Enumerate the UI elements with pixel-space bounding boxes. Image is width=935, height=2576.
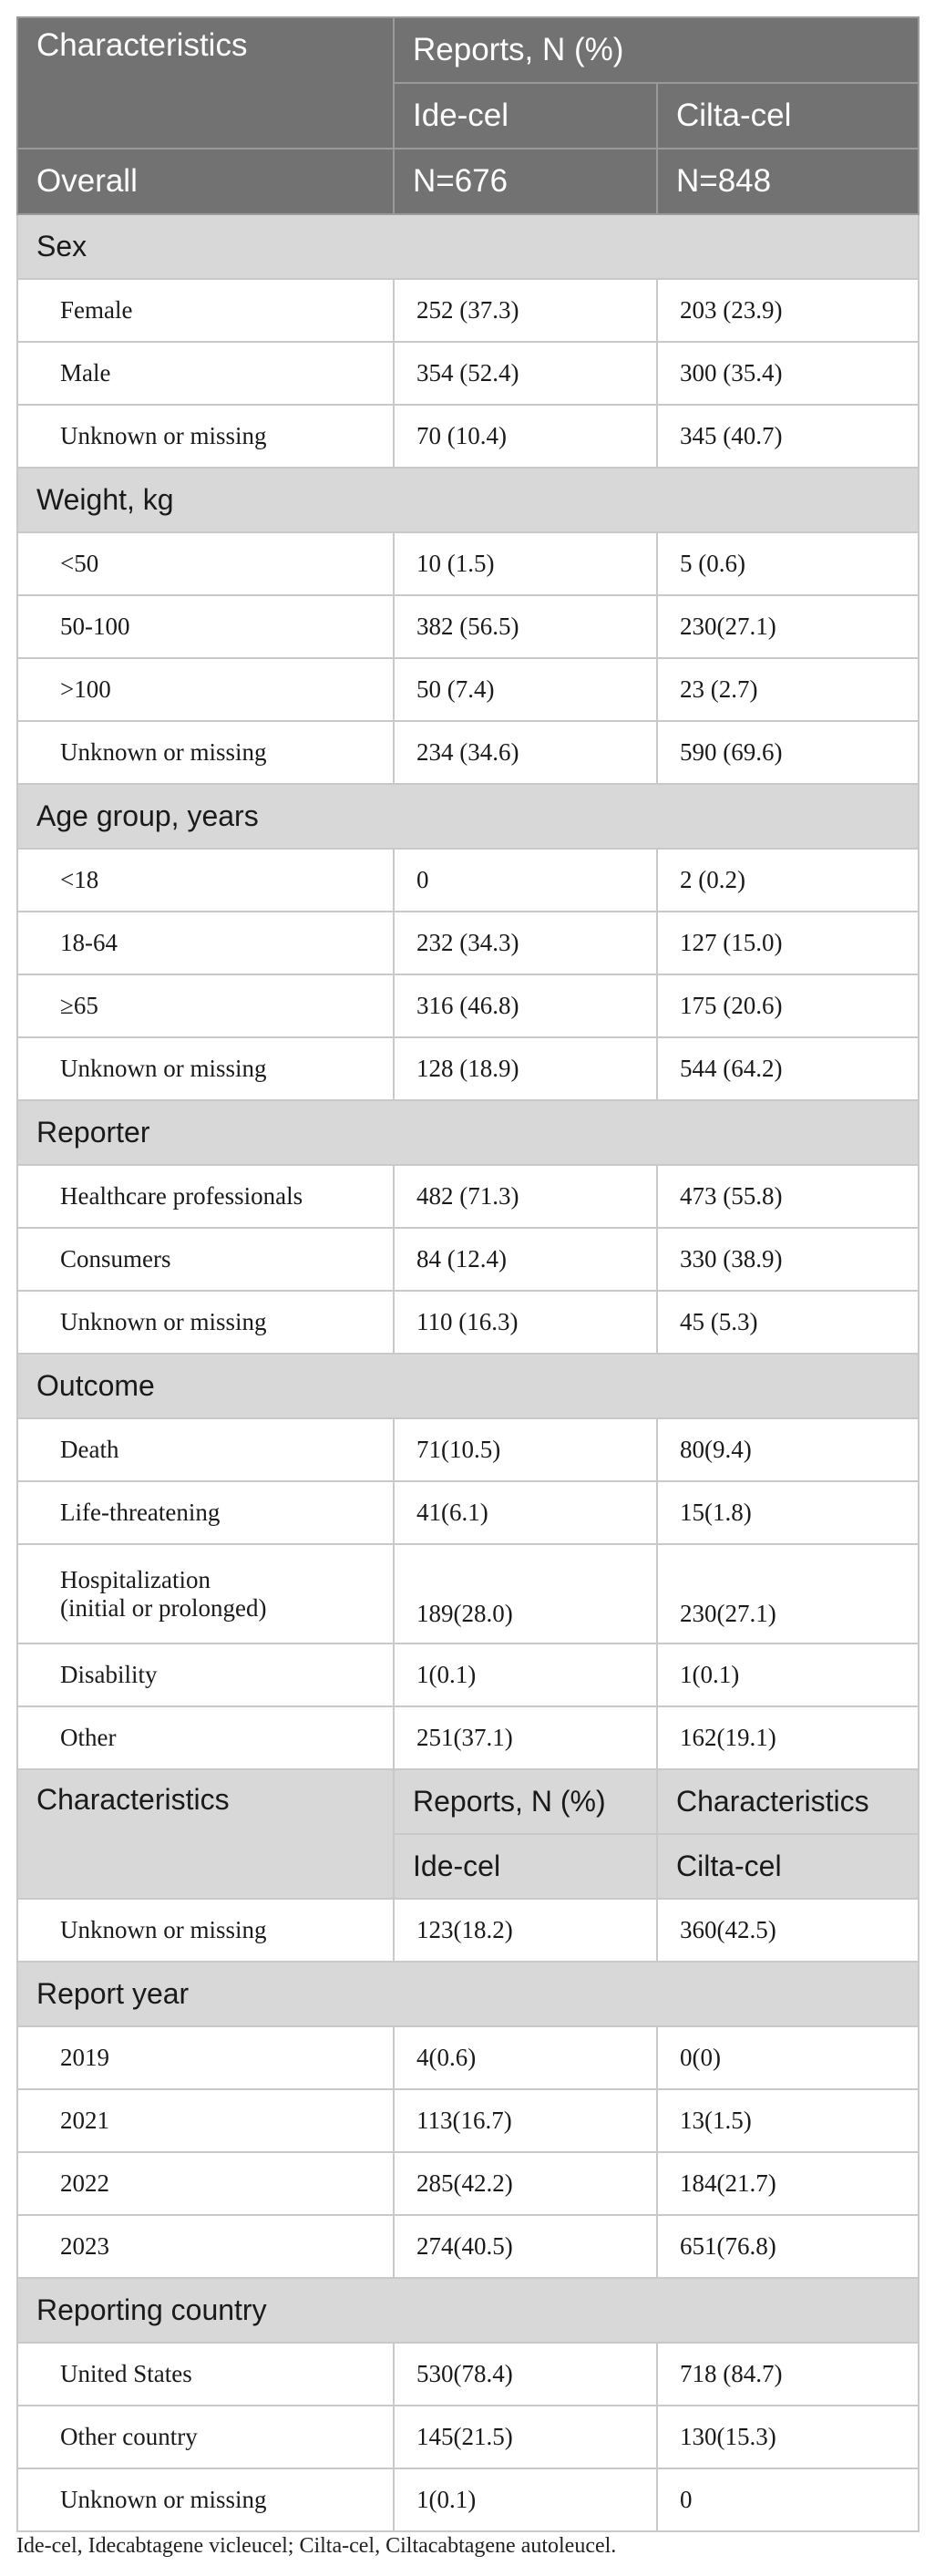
cilta-value: 590 (69.6) [657,721,919,784]
row-label: Unknown or missing [17,721,394,784]
table-row [17,2089,919,2152]
ide-value: 50 (7.4) [394,658,657,721]
table-row [17,974,919,1037]
row-label: Disability [17,1643,394,1706]
cilta-value: 651(76.8) [657,2215,919,2278]
cilta-value: 45 (5.3) [657,1291,919,1354]
row-label: Female [17,279,394,342]
cilta-value: 203 (23.9) [657,279,919,342]
ide-value: 274(40.5) [394,2215,657,2278]
ide-value: 234 (34.6) [394,721,657,784]
row-label: Consumers [17,1228,394,1291]
repeat-header-col3: Characteristics [657,1769,919,1834]
header-ide-cel: Ide-cel [394,83,657,149]
table-row [17,1481,919,1544]
ide-value: 189(28.0) [394,1544,657,1643]
row-label: Other country [17,2406,394,2468]
cilta-value: 230(27.1) [657,1544,919,1643]
section-title: Reporter [17,1100,919,1165]
section-header-outcome [17,1354,919,1418]
ide-value: 128 (18.9) [394,1037,657,1100]
section-header-row [17,2278,919,2343]
table-row [17,2215,919,2278]
table-row [17,1418,919,1481]
header-cilta-cel: Cilta-cel [657,83,919,149]
row-label: <50 [17,532,394,595]
ide-value: 316 (46.8) [394,974,657,1037]
table-row [17,405,919,468]
row-label: Unknown or missing [17,1291,394,1354]
table-row [17,1544,919,1643]
ide-value: 110 (16.3) [394,1291,657,1354]
cilta-value: 162(19.1) [657,1706,919,1769]
table-row [17,1706,919,1769]
row-label: Other [17,1706,394,1769]
section-title: Sex [17,214,919,279]
repeat-header-row [17,1769,919,1834]
table-row [17,2026,919,2089]
sections-a [17,214,919,1354]
row-label: Unknown or missing [17,405,394,468]
repeat-header-cilta-cel: Cilta-cel [657,1834,919,1899]
table-row [17,342,919,405]
sections-b [17,1962,919,2531]
row-label: 18-64 [17,912,394,974]
row-label: 2023 [17,2215,394,2278]
cilta-value: 2 (0.2) [657,849,919,912]
ide-value: 0 [394,849,657,912]
row-label: 2021 [17,2089,394,2152]
section-title: Age group, years [17,784,919,849]
characteristics-table [16,16,920,2532]
ide-value: 530(78.4) [394,2343,657,2406]
cilta-value: 0(0) [657,2026,919,2089]
ide-value: 113(16.7) [394,2089,657,2152]
row-label-line2: (initial or prolonged) [60,1593,267,1622]
section-title: Report year [17,1962,919,2026]
section-header-row [17,1962,919,2026]
table-row [17,279,919,342]
ide-value: 382 (56.5) [394,595,657,658]
overall-cilta-n: N=848 [657,149,919,214]
row-label: Unknown or missing [17,1037,394,1100]
cilta-value: 175 (20.6) [657,974,919,1037]
cilta-value: 0 [657,2468,919,2531]
ide-value: 285(42.2) [394,2152,657,2215]
section-header-row [17,214,919,279]
section-header-row [17,1100,919,1165]
table-row [17,2343,919,2406]
section-title: Reporting country [17,2278,919,2343]
ide-value: 354 (52.4) [394,342,657,405]
table-row [17,1228,919,1291]
ide-value: 84 (12.4) [394,1228,657,1291]
cilta-value: 5 (0.6) [657,532,919,595]
row-label: Death [17,1418,394,1481]
overall-label: Overall [17,149,394,214]
table-row [17,721,919,784]
section-header-row [17,784,919,849]
ide-value: 145(21.5) [394,2406,657,2468]
row-label: United States [17,2343,394,2406]
cilta-value: 13(1.5) [657,2089,919,2152]
cilta-value: 230(27.1) [657,595,919,658]
row-label: <18 [17,849,394,912]
header-reports: Reports, N (%) [394,17,919,83]
cilta-value: 345 (40.7) [657,405,919,468]
ide-value: 482 (71.3) [394,1165,657,1228]
overall-ide-n: N=676 [394,149,657,214]
table-row [17,849,919,912]
cilta-value: 80(9.4) [657,1418,919,1481]
header-characteristics: Characteristics [17,17,394,149]
cilta-value: 184(21.7) [657,2152,919,2215]
table-row [17,532,919,595]
table-row [17,1899,919,1962]
table-row [17,595,919,658]
row-label: >100 [17,658,394,721]
section-title: Weight, kg [17,468,919,532]
section-title: Outcome [17,1354,919,1418]
row-label: Healthcare professionals [17,1165,394,1228]
cilta-value: 300 (35.4) [657,342,919,405]
ide-value: 1(0.1) [394,1643,657,1706]
ide-value: 4(0.6) [394,2026,657,2089]
table-row [17,1643,919,1706]
ide-value: 232 (34.3) [394,912,657,974]
cilta-value: 130(15.3) [657,2406,919,2468]
row-label: Unknown or missing [17,2468,394,2531]
cilta-value: 473 (55.8) [657,1165,919,1228]
row-label-line1: Hospitalization [60,1565,211,1593]
header-row [17,17,919,83]
table-row [17,912,919,974]
repeat-header-characteristics: Characteristics [17,1769,394,1899]
ide-value: 70 (10.4) [394,405,657,468]
row-label: 2022 [17,2152,394,2215]
ide-value: 123(18.2) [394,1899,657,1962]
cilta-value: 718 (84.7) [657,2343,919,2406]
cilta-value: 1(0.1) [657,1643,919,1706]
row-label [17,1544,394,1643]
row-label: ≥65 [17,974,394,1037]
cilta-value: 544 (64.2) [657,1037,919,1100]
cilta-value: 15(1.8) [657,1481,919,1544]
row-label: Male [17,342,394,405]
table-row [17,658,919,721]
table-footnote: Ide-cel, Idecabtagene vicleucel; Cilta-cel, Ciltacabtagene autoleucel. [16,2534,617,2558]
table-row [17,2152,919,2215]
cilta-value: 330 (38.9) [657,1228,919,1291]
ide-value: 10 (1.5) [394,532,657,595]
cilta-value: 23 (2.7) [657,658,919,721]
ide-value: 251(37.1) [394,1706,657,1769]
ide-value: 41(6.1) [394,1481,657,1544]
row-label: 50-100 [17,595,394,658]
repeat-header-ide-cel: Ide-cel [394,1834,657,1899]
row-label: Life-threatening [17,1481,394,1544]
table-row [17,1165,919,1228]
table-row [17,2468,919,2531]
row-label: Unknown or missing [17,1899,394,1962]
ide-value: 71(10.5) [394,1418,657,1481]
table-row [17,1037,919,1100]
repeat-header-reports: Reports, N (%) [394,1769,657,1834]
row-label: 2019 [17,2026,394,2089]
cilta-value: 360(42.5) [657,1899,919,1962]
ide-value: 1(0.1) [394,2468,657,2531]
ide-value: 252 (37.3) [394,279,657,342]
table-row [17,2406,919,2468]
overall-row [17,149,919,214]
cilta-value: 127 (15.0) [657,912,919,974]
table-row [17,1291,919,1354]
section-header-row [17,468,919,532]
